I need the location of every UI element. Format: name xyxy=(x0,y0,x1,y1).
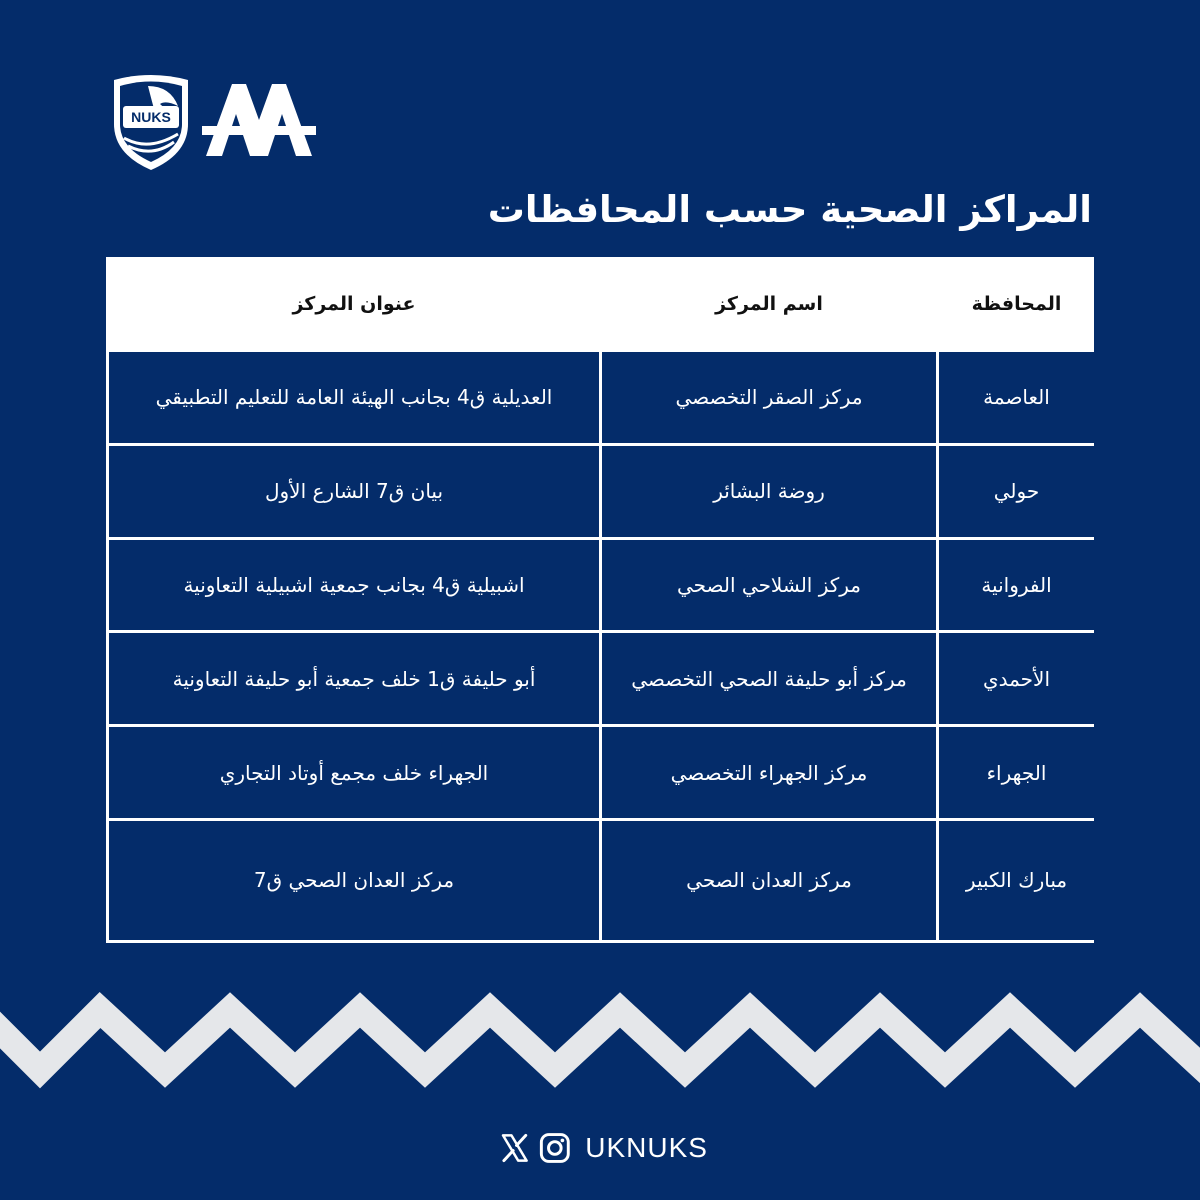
cell-center-name: مركز الجهراء التخصصي xyxy=(602,727,936,818)
cell-governorate: الفروانية xyxy=(939,540,1094,631)
table-row xyxy=(109,446,1094,537)
table-row xyxy=(109,727,1094,818)
header-governorate: المحافظة xyxy=(939,260,1094,349)
table-row xyxy=(109,821,1094,940)
cell-address: مركز العدان الصحي ق7 xyxy=(109,821,599,940)
page-title: المراكز الصحية حسب المحافظات xyxy=(487,188,1092,231)
svg-text:NUKS: NUKS xyxy=(131,109,171,125)
m-logo xyxy=(202,80,316,158)
cell-center-name: مركز العدان الصحي xyxy=(602,821,936,940)
cell-center-name: مركز الشلاحي الصحي xyxy=(602,540,936,631)
x-icon[interactable] xyxy=(498,1128,532,1168)
health-centers-table xyxy=(106,257,1094,943)
cell-governorate: العاصمة xyxy=(939,352,1094,443)
cell-center-name: مركز أبو حليفة الصحي التخصصي xyxy=(602,633,936,724)
cell-address: اشبيلية ق4 بجانب جمعية اشبيلية التعاونية xyxy=(109,540,599,631)
table-header-row xyxy=(109,260,1094,349)
cell-center-name: روضة البشائر xyxy=(602,446,936,537)
cell-address: العديلية ق4 بجانب الهيئة العامة للتعليم التطبيقي xyxy=(109,352,599,443)
cell-center-name: مركز الصقر التخصصي xyxy=(602,352,936,443)
cell-governorate: الجهراء xyxy=(939,727,1094,818)
table-row xyxy=(109,633,1094,724)
header-address: عنوان المركز xyxy=(109,260,599,349)
cell-address: بيان ق7 الشارع الأول xyxy=(109,446,599,537)
social-footer xyxy=(498,1122,708,1174)
zigzag-decoration xyxy=(0,990,1200,1100)
table-row xyxy=(109,540,1094,631)
cell-address: الجهراء خلف مجمع أوتاد التجاري xyxy=(109,727,599,818)
table-row xyxy=(109,352,1094,443)
social-handle[interactable]: UKNUKS xyxy=(585,1132,708,1163)
header-center-name: اسم المركز xyxy=(602,260,936,349)
instagram-icon[interactable] xyxy=(538,1128,572,1168)
cell-address: أبو حليفة ق1 خلف جمعية أبو حليفة التعاونية xyxy=(109,633,599,724)
cell-governorate: حولي xyxy=(939,446,1094,537)
cell-governorate: مبارك الكبير xyxy=(939,821,1094,940)
cell-governorate: الأحمدي xyxy=(939,633,1094,724)
nuks-logo xyxy=(108,72,194,172)
